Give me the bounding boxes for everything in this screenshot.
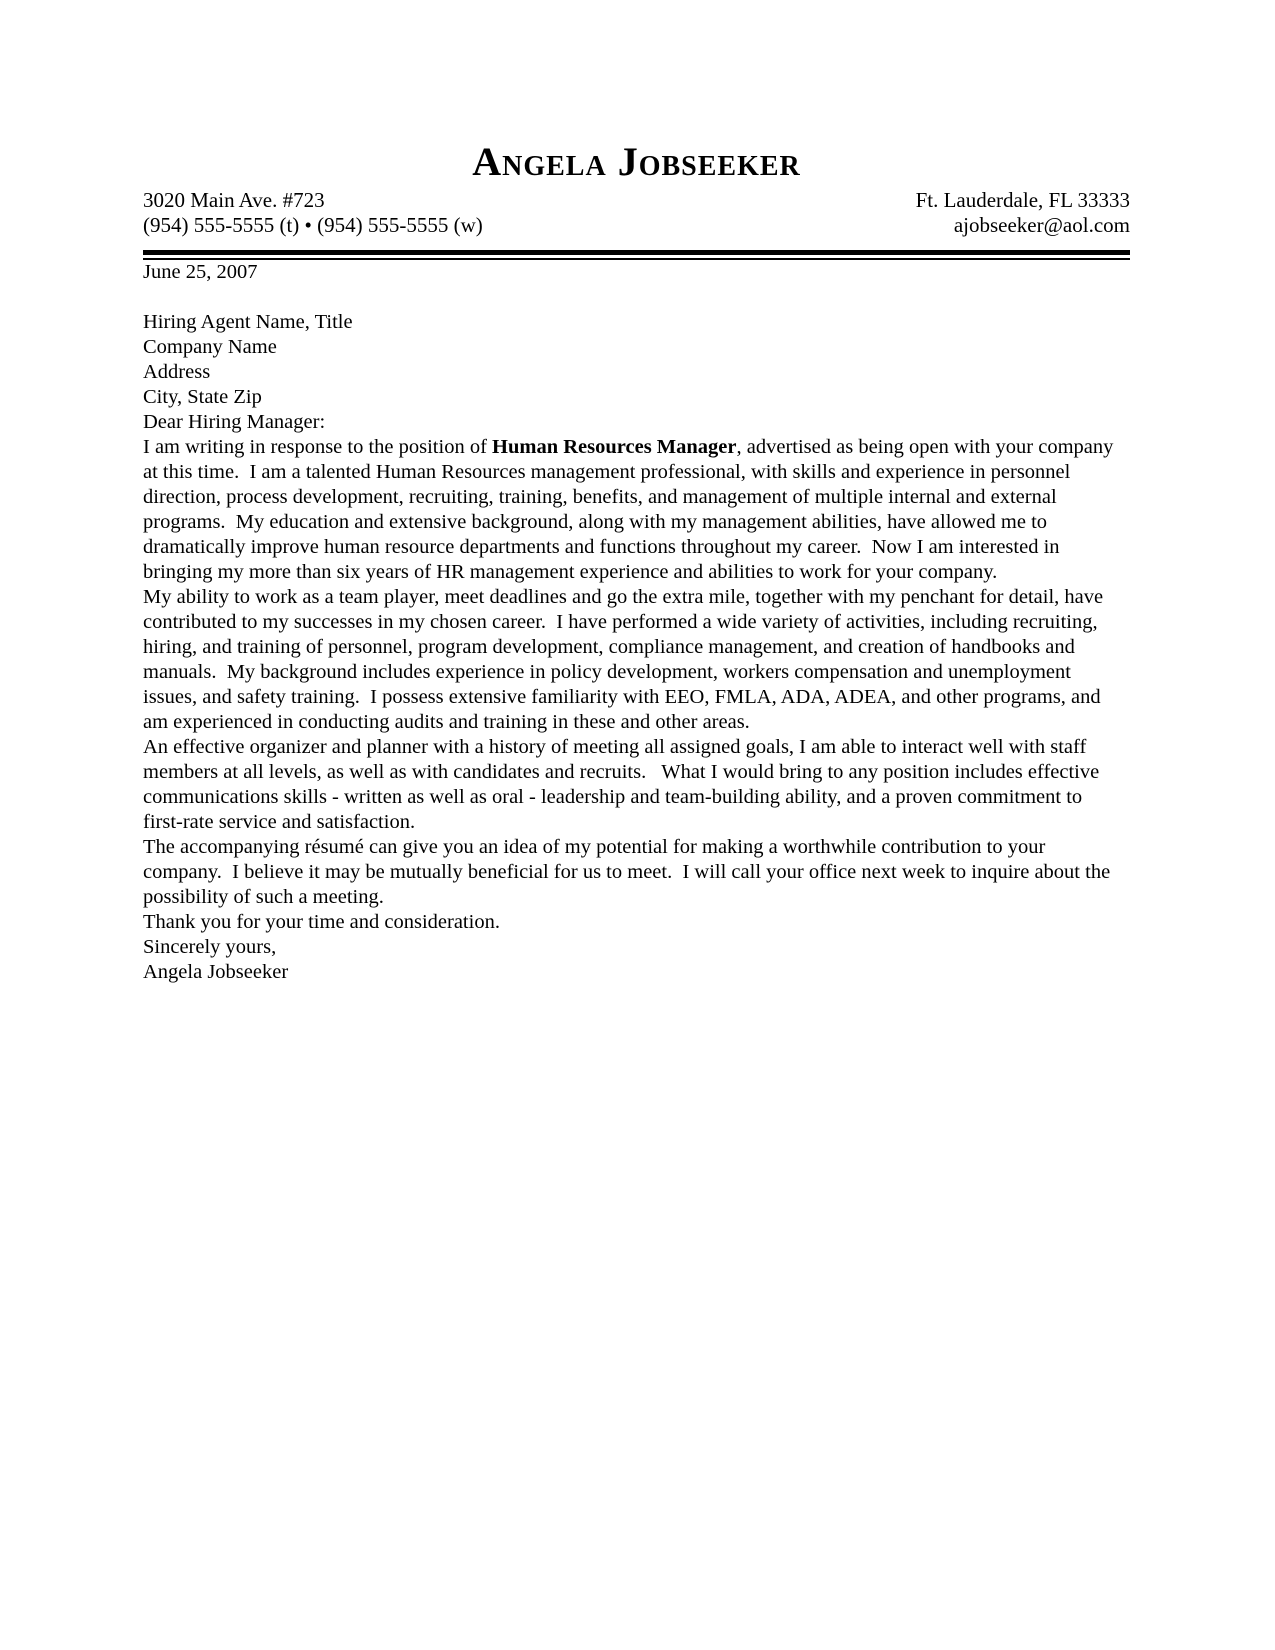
recipient-block (143, 310, 1118, 410)
thanks-line: Thank you for your time and consideration. (143, 911, 500, 933)
recipient-line-city-state-zip: City, State Zip (143, 386, 262, 408)
city-state-zip-line: Ft. Lauderdale, FL 33333 (915, 188, 1130, 212)
recipient-line-address: Address (143, 361, 211, 383)
paragraph-opening-after: , advertised as being open with your company at this time. I am a talented Human Resources management professional, with skills and experience in personnel direction, process development, recruiting, training, benefits, and management of multiple internal and external programs. My education and extensive background, along with my management abilities, have allowed me to dramatically improve human resource departments and functions throughout my career. Now I am interested in bringing my more than six years of HR management experience and abilities to work for your company. (143, 436, 1119, 583)
letter-body (143, 260, 1118, 985)
letterhead (143, 136, 1130, 260)
recipient-line-name-title: Hiring Agent Name, Title (143, 311, 353, 333)
salutation-line: Dear Hiring Manager: (143, 411, 326, 433)
email-line: ajobseeker@aol.com (953, 213, 1130, 237)
street-address-line: 3020 Main Ave. #723 (143, 188, 325, 212)
closing-line: Sincerely yours, (143, 936, 277, 958)
letterhead-contact-row-2 (143, 213, 1130, 238)
paragraph-resume: The accompanying résumé can give you an idea of my potential for making a worthwhile contribution to your company. I believe it may be mutually beneficial for us to meet. I will call your office next week to inquire about the possibility of such a meeting. (143, 836, 1116, 908)
paragraph-abilities: My ability to work as a team player, meet deadlines and go the extra mile, together with my penchant for detail, have contributed to my successes in my chosen career. I have performed a wide variety of activities, including recruiting, hiring, and training of personnel, program development, compliance management, and creation of handbooks and manuals. My background includes experience in policy development, workers compensation and unemployment issues, and safety training. I possess extensive familiarity with EEO, FMLA, ADA, ADEA, and other programs, and am experienced in conducting audits and training in these and other areas. (143, 586, 1109, 733)
position-title-bold: Human Resources Manager (492, 436, 737, 458)
paragraph-opening (143, 435, 1118, 585)
letterhead-divider-rule (143, 250, 1130, 260)
letterhead-contact-row-1 (143, 188, 1130, 213)
signature-name: Angela Jobseeker (143, 961, 289, 983)
date-line: June 25, 2007 (143, 261, 258, 283)
letterhead-name: Angela Jobseeker (472, 139, 801, 184)
phone-line: (954) 555-5555 (t) • (954) 555-5555 (w) (143, 213, 483, 237)
paragraph-opening-before: I am writing in response to the position of (143, 436, 493, 458)
paragraph-organizer: An effective organizer and planner with a history of meeting all assigned goals, I am able to interact well with staff members at all levels, as well as with candidates and recruits. What I would bring to any position includes effective communications skills - written as well as oral - leadership and team-building ability, and a proven commitment to first-rate service and satisfaction. (143, 736, 1105, 833)
recipient-line-company: Company Name (143, 336, 277, 358)
